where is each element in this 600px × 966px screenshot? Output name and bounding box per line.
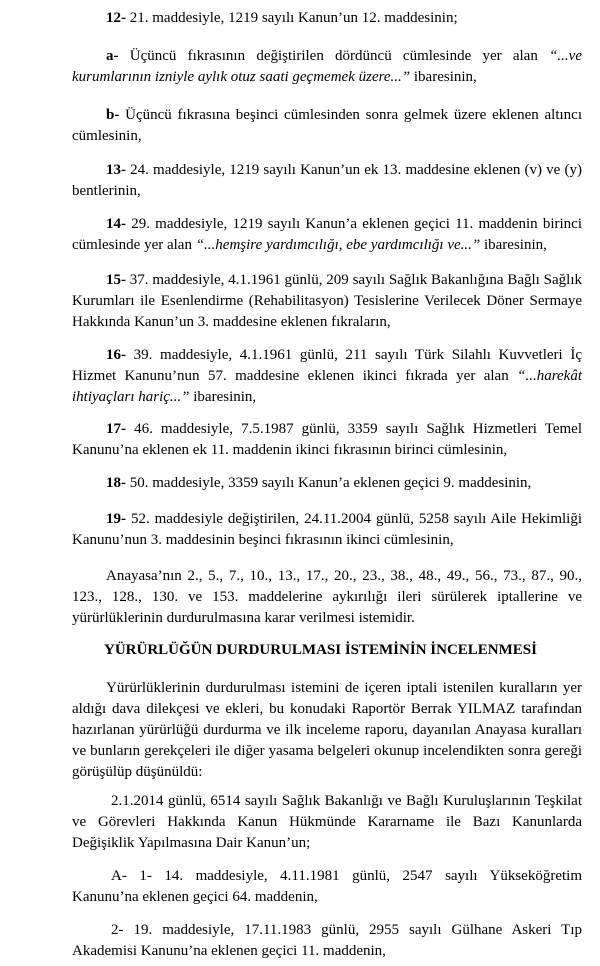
item-text: 52. maddesiyle değiştirilen, 24.11.2004 günlü, 5258 sayılı Aile Hekimliği Kanunu’nun 3. maddesinin beşinci fıkrasının ikinci cümlesinin, xyxy=(72,511,582,548)
item-text: 46. maddesiyle, 7.5.1987 günlü, 3359 sayılı Sağlık Hizmetleri Temel Kanunu’na eklenen ek 11. maddenin ikinci fıkrasının birinci cümlesinin, xyxy=(72,421,582,458)
item-number: 13- xyxy=(106,162,126,178)
paragraph-item-A1 xyxy=(72,866,582,908)
item-number: b- xyxy=(106,107,120,123)
review-text: Yürürlüklerinin durdurulması istemini de içeren iptali istenilen kuralların yer aldığı dava dilekçesi ve ekleri, bu konudaki Raportör Berrak YILMAZ tarafından hazırlanan yürürlüğü durdurma ve ilk inceleme raporu, dayanılan Anayasa kuralları ve bunların gerekçeleri ile diğer yasama belgeleri okunup incelendikten sonra gereği görüşülüp düşünüldü: xyxy=(72,680,582,780)
item-text: 29. maddesiyle, 1219 sayılı Kanun’a eklenen geçici 11. maddenin birinci cümlesinde yer alan xyxy=(72,216,582,253)
paragraph-item-12 xyxy=(72,8,582,29)
paragraph-law-reference xyxy=(72,791,582,854)
paragraph-review xyxy=(72,678,582,783)
item-number: a- xyxy=(106,48,119,64)
item-number: 16- xyxy=(106,347,126,363)
paragraph-item-19 xyxy=(72,509,582,551)
item-text: 2- 19. maddesiyle, 17.11.1983 günlü, 2955 sayılı Gülhane Askeri Tıp Akademisi Kanunu’na eklenen geçici 11. maddenin, xyxy=(72,922,582,959)
quoted-phrase: “...harekât ihtiyaçları hariç...” xyxy=(72,368,582,405)
paragraph-item-15 xyxy=(72,270,582,333)
item-text-end: ibaresinin, xyxy=(480,237,547,253)
item-text: 37. maddesiyle, 4.1.1961 günlü, 209 sayılı Sağlık Bakanlığına Bağlı Sağlık Kurumları ile Esenlendirme (Rehabilitasyon) Tesislerine Verilecek Döner Sermaye Hakkında Kanun’un 3. maddesine eklenen fıkraların, xyxy=(72,272,582,330)
item-number: 14- xyxy=(106,216,126,232)
paragraph-item-14 xyxy=(72,214,582,256)
item-number: 18- xyxy=(106,475,126,491)
paragraph-item-2 xyxy=(72,920,582,962)
paragraph-item-17 xyxy=(72,419,582,461)
request-text: Anayasa’nın 2., 5., 7., 10., 13., 17., 20., 23., 38., 48., 49., 56., 73., 87., 90., 123., 128., 130. ve 153. maddelerine aykırılığı ileri sürülerek iptallerine ve yürürlüklerinin durdurulmasına karar verilmesi istemidir. xyxy=(72,568,582,626)
item-text: Üçüncü fıkrasının değiştirilen dördüncü cümlesinde yer alan xyxy=(118,48,550,64)
item-number: 12- xyxy=(106,10,126,26)
law-reference-text: 2.1.2014 günlü, 6514 sayılı Sağlık Bakanlığı ve Bağlı Kuruluşlarının Teşkilat ve Görevleri Hakkında Kanun Hükmünde Kararname ile Bazı Kanunlarda Değişiklik Yapılmasına Dair Kanun’un; xyxy=(72,793,582,851)
item-text-end: ibaresinin, xyxy=(410,69,477,85)
paragraph-item-13 xyxy=(72,160,582,202)
item-text: 24. maddesiyle, 1219 sayılı Kanun’un ek 13. maddesine eklenen (v) ve (y) bentlerinin, xyxy=(72,162,582,199)
paragraph-item-12b xyxy=(72,105,582,147)
paragraph-item-16 xyxy=(72,345,582,408)
section-heading: YÜRÜRLÜĞÜN DURDURULMASI İSTEMİNİN İNCELENMESİ xyxy=(104,642,537,658)
item-number: 19- xyxy=(106,511,126,527)
quoted-phrase: “...hemşire yardımcılığı, ebe yardımcılığı ve...” xyxy=(195,237,481,253)
item-text: 39. maddesiyle, 4.1.1961 günlü, 211 sayılı Türk Silahlı Kuvvetleri İç Hizmet Kanunu’nun 57. maddesine eklenen ikinci fıkrada yer alan xyxy=(72,347,582,384)
quoted-phrase: “...ve kurumlarının izniyle aylık otuz saati geçmemek üzere...” xyxy=(72,48,582,85)
paragraph-item-18 xyxy=(72,473,582,494)
item-text: Üçüncü fıkrasına beşinci cümlesinden sonra gelmek üzere eklenen altıncı cümlesinin, xyxy=(72,107,582,144)
item-text-end: ibaresinin, xyxy=(189,389,257,405)
item-number: 17- xyxy=(106,421,126,437)
paragraph-item-12a xyxy=(72,46,582,88)
item-text: 21. maddesiyle, 1219 sayılı Kanun’un 12. maddesinin; xyxy=(126,10,458,26)
item-text: 50. maddesiyle, 3359 sayılı Kanun’a eklenen geçici 9. maddesinin, xyxy=(126,475,532,491)
item-number: 15- xyxy=(106,272,126,288)
item-text: A- 1- 14. maddesiyle, 4.11.1981 günlü, 2547 sayılı Yükseköğretim Kanunu’na eklenen geçici 64. maddenin, xyxy=(72,868,582,905)
paragraph-request-summary xyxy=(72,566,582,629)
